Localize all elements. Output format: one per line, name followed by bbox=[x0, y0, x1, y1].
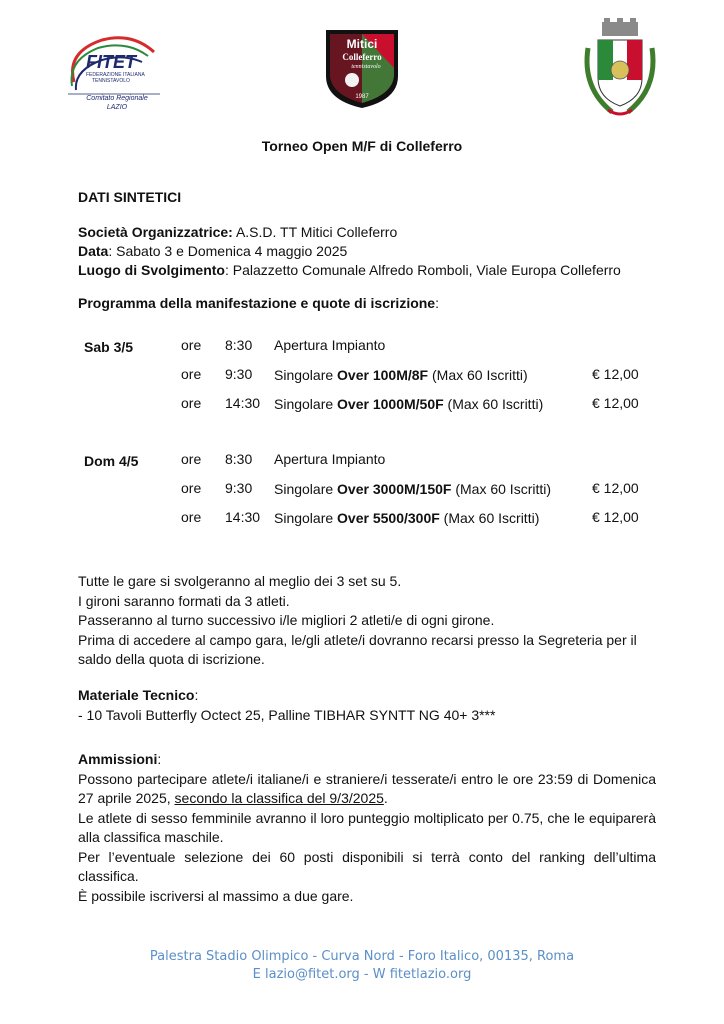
schedule-ore: ore bbox=[181, 337, 202, 353]
event-pre: Singolare bbox=[274, 367, 338, 383]
event-pre: Apertura Impianto bbox=[274, 451, 386, 467]
admissions-label: Ammissioni bbox=[78, 751, 158, 767]
schedule-fee: € 12,00 bbox=[592, 509, 639, 525]
rule-line: I gironi saranno formati da 3 atleti. bbox=[78, 592, 290, 609]
event-bold: Over 5500/300F bbox=[337, 510, 440, 526]
rule-line: Tutte le gare si svolgeranno al meglio dei 3 set su 5. bbox=[78, 573, 402, 589]
organizer-value: A.S.D. TT Mitici Colleferro bbox=[232, 224, 398, 240]
event-post: (Max 60 Iscritti) bbox=[428, 367, 528, 383]
schedule-fee: € 12,00 bbox=[592, 480, 639, 496]
schedule-day-label: Dom 4/5 bbox=[84, 453, 139, 469]
mitici-sub-text: tennistavolo bbox=[351, 64, 381, 70]
event-bold: Over 3000M/150F bbox=[337, 481, 452, 497]
event-bold: Over 1000M/50F bbox=[337, 396, 444, 412]
admissions-block bbox=[78, 750, 656, 906]
schedule-time: 14:30 bbox=[225, 509, 261, 525]
footer-address: Palestra Stadio Olimpico - Curva Nord - Foro Italico, 00135, Roma bbox=[149, 949, 575, 964]
schedule-time: 14:30 bbox=[225, 395, 261, 411]
admissions-paragraph-3: Per l’eventuale selezione dei 60 posti disponibili si terrà conto del ranking dell’ultima classifica. bbox=[78, 848, 656, 884]
event-bold: Over 100M/8F bbox=[337, 367, 429, 383]
schedule-fee: € 12,00 bbox=[592, 395, 639, 411]
event-post: (Max 60 Iscritti) bbox=[451, 481, 552, 497]
rules-block bbox=[78, 572, 656, 670]
fitet-region-label: LAZIO bbox=[106, 104, 128, 111]
program-colon: : bbox=[435, 295, 439, 311]
admissions-p1-end: . bbox=[383, 790, 388, 806]
date-line bbox=[78, 242, 347, 261]
place-line bbox=[78, 261, 621, 280]
schedule-event bbox=[274, 510, 539, 526]
colleferro-crest-logo bbox=[578, 18, 662, 122]
schedule-event bbox=[274, 337, 385, 353]
place-label: Luogo di Svolgimento bbox=[78, 262, 225, 278]
event-pre: Singolare bbox=[274, 481, 338, 497]
fitet-committee bbox=[72, 94, 162, 112]
admissions-paragraph-2: Le atlete di sesso femminile avranno il loro punteggio moltiplicato per 0.75, che le equiparerà alla classifica maschile. bbox=[78, 809, 656, 845]
schedule-time: 9:30 bbox=[225, 480, 253, 496]
schedule-ore: ore bbox=[181, 480, 202, 496]
mitici-top-text: Mitici bbox=[346, 37, 378, 51]
rule-line: Passeranno al turno successivo i/le migliori 2 atleti/e di ogni girone. bbox=[78, 612, 495, 628]
fitet-committee-label: Comitato Regionale bbox=[86, 95, 148, 102]
event-post: (Max 60 Iscritti) bbox=[443, 396, 544, 412]
rule-line: Prima di accedere al campo gara, le/gli atlete/i dovranno recarsi presso la Segreteria per il saldo della quota di iscrizione. bbox=[78, 631, 637, 667]
schedule-ore: ore bbox=[181, 509, 202, 525]
schedule-ore: ore bbox=[181, 451, 202, 467]
summary-heading: DATI SINTETICI bbox=[78, 189, 182, 205]
footer-contacts: E lazio@fitet.org - W fitetlazio.org bbox=[252, 967, 472, 982]
program-label: Programma della manifestazione e quote di iscrizione bbox=[78, 295, 436, 311]
schedule-fee: € 12,00 bbox=[592, 366, 639, 382]
admissions-p1-text: Possono partecipare atlete/i italiane/i e straniere/i tesserate/i entro le ore 23:59 di Domenica 27 aprile 2025, bbox=[78, 770, 656, 806]
schedule-event bbox=[274, 396, 543, 412]
organizer-label: Società Organizzatrice: bbox=[78, 224, 233, 240]
schedule-time: 8:30 bbox=[225, 337, 253, 353]
material-colon: : bbox=[194, 687, 199, 703]
schedule-ore: ore bbox=[181, 366, 202, 382]
schedule-time: 8:30 bbox=[225, 451, 253, 467]
mitici-shield-icon bbox=[322, 28, 402, 110]
material-label: Materiale Tecnico bbox=[78, 687, 195, 703]
schedule-ore: ore bbox=[181, 395, 202, 411]
material-block bbox=[78, 686, 656, 725]
place-value: : Palazzetto Comunale Alfredo Romboli, Viale Europa Colleferro bbox=[225, 262, 621, 278]
fitet-line2: TENNISTAVOLO bbox=[92, 78, 130, 84]
admissions-colon: : bbox=[157, 751, 162, 767]
event-post: (Max 60 Iscritti) bbox=[439, 510, 540, 526]
mitici-year-text: 1987 bbox=[355, 94, 369, 100]
schedule-day-label: Sab 3/5 bbox=[84, 339, 134, 355]
document-title: Torneo Open M/F di Colleferro bbox=[261, 138, 463, 154]
organizer-line bbox=[78, 223, 397, 242]
admissions-paragraph-4: È possibile iscriversi al massimo a due gare. bbox=[78, 887, 354, 904]
date-value: : Sabato 3 e Domenica 4 maggio 2025 bbox=[108, 243, 348, 259]
fitet-logo bbox=[62, 30, 166, 118]
schedule-event bbox=[274, 481, 551, 497]
fitet-line1: FEDERAZIONE ITALIANA bbox=[86, 72, 145, 78]
schedule-event bbox=[274, 367, 528, 383]
fitet-emblem-icon bbox=[62, 30, 166, 102]
program-line bbox=[78, 294, 439, 313]
schedule-event bbox=[274, 451, 385, 467]
material-item: - 10 Tavoli Butterfly Octect 25, Palline TIBHAR SYNTT NG 40+ 3*** bbox=[78, 706, 496, 723]
municipal-crest-icon bbox=[578, 18, 662, 122]
event-pre: Singolare bbox=[274, 510, 338, 526]
event-pre: Singolare bbox=[274, 396, 338, 412]
mitici-middle-text: Colleferro bbox=[342, 52, 382, 62]
date-label: Data bbox=[78, 243, 109, 259]
schedule-time: 9:30 bbox=[225, 366, 253, 382]
fitet-name: FITET bbox=[86, 52, 136, 72]
ping-pong-ball-icon bbox=[345, 73, 359, 87]
ranking-date-link: secondo la classifica del 9/3/2025 bbox=[174, 790, 384, 806]
mitici-colleferro-logo bbox=[322, 28, 402, 110]
admissions-paragraph-1 bbox=[78, 770, 656, 809]
event-pre: Apertura Impianto bbox=[274, 337, 386, 353]
